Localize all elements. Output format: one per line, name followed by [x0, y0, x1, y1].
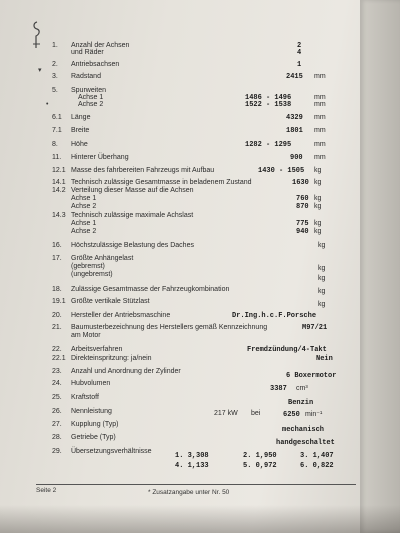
row-unit: kg: [314, 195, 322, 202]
row-unit: kg: [318, 301, 326, 308]
row-number: 14.3: [52, 212, 66, 219]
axle-label: Achse 2: [71, 203, 97, 210]
row-value: Benzin: [288, 399, 314, 407]
power-kw: 217 kW: [214, 410, 238, 417]
row-value: 6 Boxermotor: [286, 372, 337, 380]
row-value: 870: [296, 203, 309, 211]
trailer-unbraked-label: (ungebremst): [71, 271, 113, 278]
row-unit: mm: [314, 101, 326, 108]
row-unit: kg: [314, 220, 322, 227]
row-label: Direkteinspritzung: ja/nein: [71, 355, 152, 362]
row-number: 14.1: [52, 179, 66, 186]
row-label: Masse des fahrbereiten Fahrzeugs mit Aufbau: [71, 167, 215, 174]
row-number: 19.1: [52, 298, 66, 305]
axle-label: Achse 1: [71, 195, 97, 202]
row-value: 1: [297, 61, 302, 69]
row-label: Kraftstoff: [71, 394, 99, 401]
row-value: Fremdzündung/4-Takt: [247, 346, 327, 354]
gear-ratio: 6. 0,822: [300, 462, 334, 470]
row-value: 6250: [283, 411, 300, 419]
row-unit: kg: [318, 242, 326, 249]
row-value: 1630: [292, 179, 309, 187]
row-number: 20.: [52, 312, 62, 319]
row-label: Baumusterbezeichnung des Herstellers gemäß Kennzeichnung: [71, 324, 268, 331]
row-label: Höhe: [71, 141, 88, 148]
row-number: 17.: [52, 255, 62, 262]
row-unit: min⁻¹: [305, 411, 323, 418]
row-number: 8.: [52, 141, 58, 148]
row-number: 3.: [52, 73, 58, 80]
row-label: Länge: [71, 114, 91, 121]
row-value: M97/21: [302, 324, 328, 332]
axle-label: Achse 1: [78, 94, 104, 101]
row-value: 1486 - 1496: [245, 94, 292, 102]
row-value: 1522 - 1538: [245, 101, 292, 109]
row-label: Nennleistung: [71, 408, 112, 415]
row-label-cont: und Räder: [71, 49, 104, 56]
row-label: Kupplung (Typ): [71, 421, 119, 428]
axle-label: Achse 2: [71, 228, 97, 235]
row-unit: mm: [314, 114, 326, 121]
row-label: Verteilung dieser Masse auf die Achsen: [71, 187, 194, 194]
row-unit: mm: [314, 73, 326, 80]
row-number: 26.: [52, 408, 62, 415]
row-number: 6.1: [52, 114, 62, 121]
row-label: Zulässige Gesamtmasse der Fahrzeugkombination: [71, 286, 230, 293]
row-number: 11.: [52, 154, 62, 161]
row-number: 2.: [52, 61, 58, 68]
row-label: Größte vertikale Stützlast: [71, 298, 150, 305]
page-fold: [360, 0, 400, 533]
row-number: 27.: [52, 421, 62, 428]
row-label: Anzahl und Anordnung der Zylinder: [71, 368, 181, 375]
page-number: Seite 2: [36, 487, 57, 494]
row-number: 1.: [52, 42, 58, 49]
document-page: 1. Anzahl der Achsen 2 und Räder 4 ▾ 2. Antriebsachsen 1 3. Radstand 2415 mm 5. Spurweiten Achse 1 1486 - 1496 mm • Achse 2 1522 - 1538 mm 6.1 Länge 4329 mm 7.1 Breite 1801 mm 8. Höhe 1282 - 1295 mm 11. Hinterer Überhang 900 mm 12.1 Masse des fahrbereiten Fahrzeugs mit Aufbau 1430 - 1505 kg 14.1 Technisch zulässige Gesamtmasse in beladenem Zustand 1630 kg 14.2 Verteilung dieser Masse auf die Achsen Achse 1 760 kg Achse 2 870 kg 14.3 Technisch zulässige maximale Achslast Achse 1 775 kg Achse 2 940 kg 16. Höchstzulässige Belastung des Daches kg 17. Größte Anhängelast (gebremst) kg (ungebremst) kg 18. Zulässige Gesamtmasse der Fahrzeugkombination kg 19.1 Größte vertikale Stützlast kg 20. Hersteller der Antriebsmaschine Dr.Ing.h.c.F.Porsche 21. Baumusterbezeichnung des Herstellers gemäß Kennzeichnung M97/21 am Motor 22. Arbeitsverfahren Fremdzündung/4-Takt 22.1 Direkteinspritzung: ja/nein Nein 23. Anzahl und Anordnung der Zylinder 6 Boxermotor 24. Hubvolumen 3387 cm³ 25. Kraftstoff Benzin 26. Nennleistung 217 kW bei 6250 min⁻¹ 27. Kupplung (Typ) mechanisch 28. Getriebe (Typ) handgeschaltet 29. Übersetzungsverhältnisse 1. 3,308 2. 1,950 3. 1,407 4. 1,133 5. 0,972 6. 0,822 Seite 2 * Zusatzangabe unter Nr. 50: [0, 0, 400, 533]
row-label: Übersetzungsverhältnisse: [71, 448, 152, 455]
row-value: 3387: [270, 385, 287, 393]
row-label: Hersteller der Antriebsmaschine: [71, 312, 171, 319]
row-label: Arbeitsverfahren: [71, 346, 123, 353]
row-unit: kg: [314, 179, 322, 186]
row-number: 14.2: [52, 187, 66, 194]
row-label: Spurweiten: [71, 87, 107, 94]
row-value: handgeschaltet: [276, 439, 335, 447]
power-at-label: bei: [251, 410, 261, 417]
row-unit: kg: [314, 203, 322, 210]
gear-ratio: 3. 1,407: [300, 452, 334, 460]
row-label: Breite: [71, 127, 90, 134]
row-value: Nein: [316, 355, 333, 363]
row-unit: kg: [318, 288, 326, 295]
row-value: 775: [296, 220, 309, 228]
row-unit: kg: [314, 167, 322, 174]
gear-ratio: 5. 0,972: [243, 462, 277, 470]
axle-label: Achse 2: [78, 101, 104, 108]
row-unit: mm: [314, 127, 326, 134]
gear-ratio: 2. 1,950: [243, 452, 277, 460]
row-value: 1801: [286, 127, 303, 135]
row-number: 24.: [52, 380, 62, 387]
row-unit: mm: [314, 141, 326, 148]
row-unit: cm³: [296, 385, 308, 392]
bottom-shadow: [0, 505, 400, 533]
row-label: Antriebsachsen: [71, 61, 120, 68]
row-value: 940: [296, 228, 309, 236]
row-unit: mm: [314, 154, 326, 161]
row-unit: mm: [314, 94, 326, 101]
row-value: Dr.Ing.h.c.F.Porsche: [232, 312, 317, 320]
row-label: Anzahl der Achsen: [71, 42, 130, 49]
footnote: * Zusatzangabe unter Nr. 50: [148, 489, 230, 496]
row-label: Getriebe (Typ): [71, 434, 116, 441]
row-unit: kg: [318, 275, 326, 282]
row-value: 4329: [286, 114, 303, 122]
row-label: Größte Anhängelast: [71, 255, 134, 262]
axle-label: Achse 1: [71, 220, 97, 227]
row-label: Radstand: [71, 73, 101, 80]
row-number: 5.: [52, 87, 58, 94]
row-value: 2415: [286, 73, 303, 81]
row-value: 1282 - 1295: [245, 141, 292, 149]
row-unit: kg: [318, 265, 326, 272]
row-label: Hubvolumen: [71, 380, 111, 387]
row-label: Hinterer Überhang: [71, 154, 129, 161]
row-number: 29.: [52, 448, 62, 455]
row-number: 12.1: [52, 167, 66, 174]
row-value: mechanisch: [282, 426, 325, 434]
gear-ratio: 4. 1,133: [175, 462, 209, 470]
row-value-wheels: 4: [297, 49, 302, 57]
gear-ratio: 1. 3,308: [175, 452, 209, 460]
row-value: 1430 - 1505: [258, 167, 305, 175]
row-number: 23.: [52, 368, 62, 375]
row-label: Technisch zulässige Gesamtmasse in beladenem Zustand: [71, 179, 252, 186]
row-value-axles: 2: [297, 42, 302, 50]
row-number: 7.1: [52, 127, 62, 134]
row-number: 28.: [52, 434, 62, 441]
trailer-braked-label: (gebremst): [71, 263, 105, 270]
row-number: 25.: [52, 394, 62, 401]
row-label: Technisch zulässige maximale Achslast: [71, 212, 194, 219]
staple-mark-icon: [30, 20, 44, 50]
footer-divider: [36, 484, 356, 485]
row-number: 21.: [52, 324, 62, 331]
row-label-cont: am Motor: [71, 332, 101, 339]
row-unit: kg: [314, 228, 322, 235]
row-value: 900: [290, 154, 303, 162]
row-value: 760: [296, 195, 309, 203]
row-number: 22.1: [52, 355, 66, 362]
row-number: 18.: [52, 286, 62, 293]
row-number: 22.: [52, 346, 62, 353]
row-number: 16.: [52, 242, 62, 249]
row-label: Höchstzulässige Belastung des Daches: [71, 242, 194, 249]
